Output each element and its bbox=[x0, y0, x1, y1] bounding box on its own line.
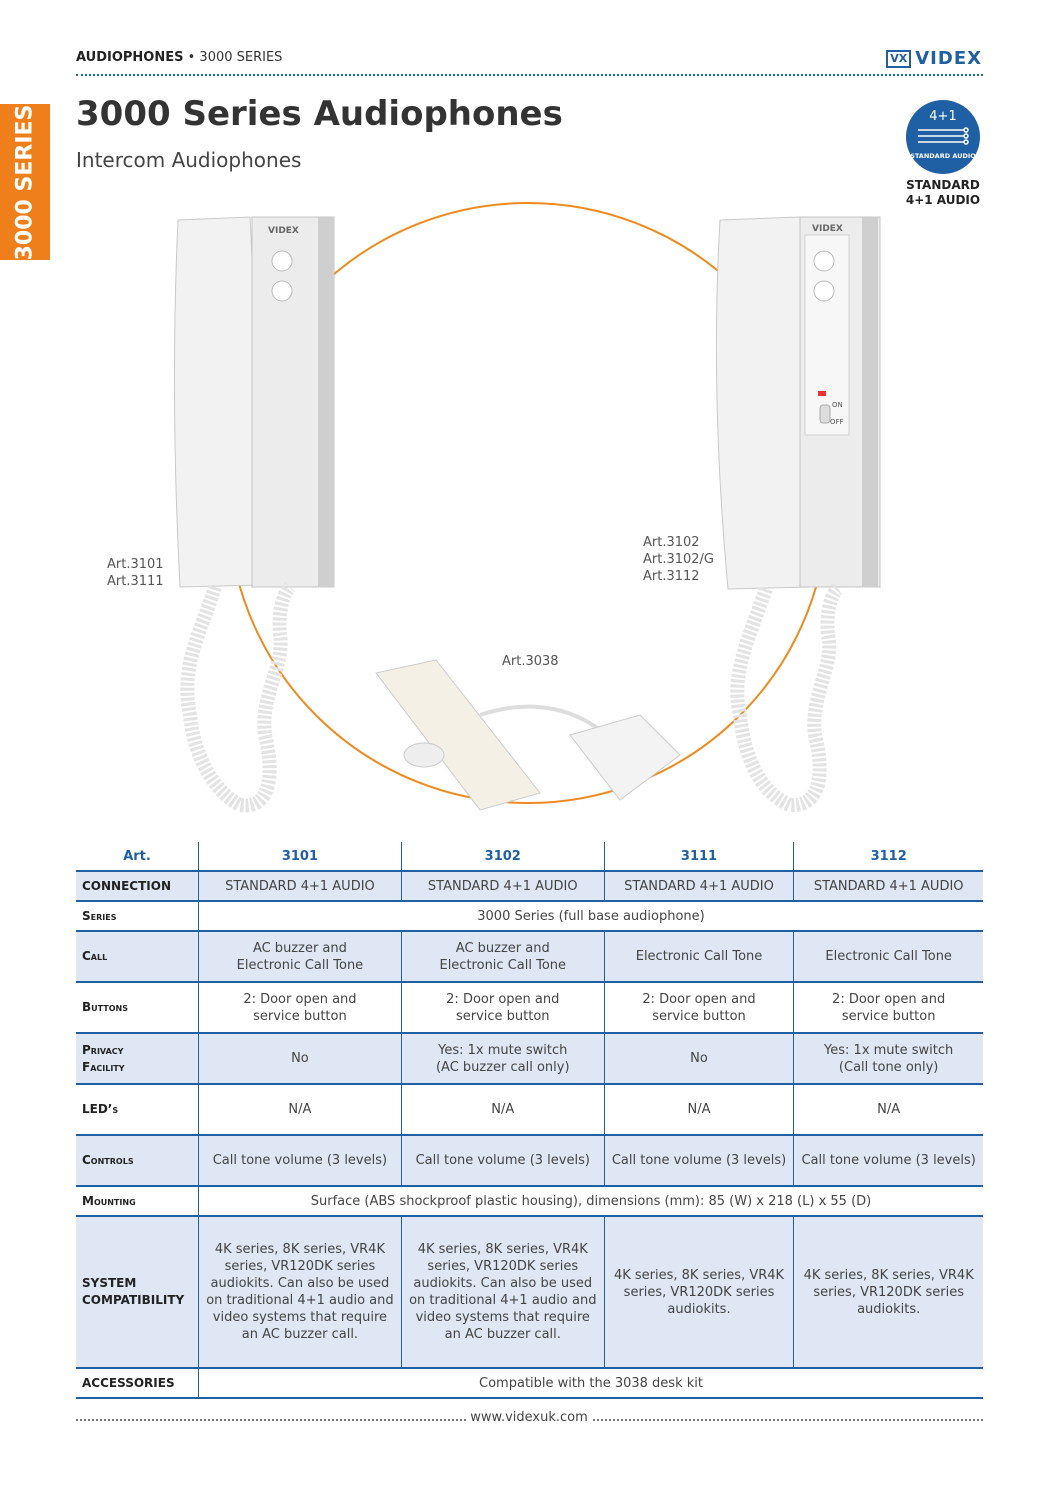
table-header-cell: 3111 bbox=[604, 842, 794, 871]
page-subtitle: Intercom Audiophones bbox=[76, 148, 302, 172]
table-cell: Surface (ABS shockproof plastic housing), dimensions (mm): 85 (W) x 218 (L) x 55 (D) bbox=[199, 1186, 984, 1216]
table-row bbox=[76, 982, 983, 1033]
product-illustration bbox=[100, 195, 980, 835]
breadcrumb: AUDIOPHONES • 3000 SERIES bbox=[76, 50, 283, 65]
table-header-cell: 3101 bbox=[199, 842, 402, 871]
table-cell: STANDARD 4+1 AUDIO bbox=[199, 871, 402, 901]
footer-url: www.videxuk.com bbox=[470, 1410, 588, 1425]
row-label: Series bbox=[76, 901, 199, 931]
row-label: Buttons bbox=[76, 982, 199, 1033]
table-cell: N/A bbox=[604, 1084, 794, 1135]
row-label: SYSTEM COMPATIBILITY bbox=[76, 1216, 199, 1368]
logo-mark: VX bbox=[886, 50, 911, 68]
table-cell: N/A bbox=[199, 1084, 402, 1135]
side-tab bbox=[0, 104, 50, 260]
table-cell: N/A bbox=[401, 1084, 604, 1135]
audiophone-left-image bbox=[174, 217, 334, 805]
table-header-cell: 3112 bbox=[794, 842, 983, 871]
art-label-right-line3: Art.3112 bbox=[643, 569, 700, 584]
table-cell: 4K series, 8K series, VR4K series, VR120DK series audiokits. Can also be used on traditional 4+1 audio and video systems that require an AC buzzer call. bbox=[401, 1216, 604, 1368]
table-cell: 3000 Series (full base audiophone) bbox=[199, 901, 984, 931]
row-label: ACCESSORIES bbox=[76, 1368, 199, 1398]
side-tab-label: 3000 SERIES bbox=[12, 104, 38, 260]
table-cell: 2: Door open and service button bbox=[199, 982, 402, 1033]
videx-logo bbox=[886, 48, 982, 69]
table-cell: Yes: 1x mute switch (AC buzzer call only) bbox=[401, 1033, 604, 1084]
table-row bbox=[76, 1084, 983, 1135]
desk-kit-image bbox=[376, 660, 680, 810]
table-cell: Call tone volume (3 levels) bbox=[199, 1135, 402, 1186]
table-cell: Call tone volume (3 levels) bbox=[794, 1135, 983, 1186]
table-cell: 4K series, 8K series, VR4K series, VR120DK series audiokits. Can also be used on traditional 4+1 audio and video systems that require an AC buzzer call. bbox=[199, 1216, 402, 1368]
table-cell: AC buzzer and Electronic Call Tone bbox=[199, 931, 402, 982]
table-row bbox=[76, 901, 983, 931]
art-label-left bbox=[107, 556, 164, 590]
table-cell: 4K series, 8K series, VR4K series, VR120DK series audiokits. bbox=[794, 1216, 983, 1368]
spec-table bbox=[76, 842, 983, 1399]
page-title: 3000 Series Audiophones bbox=[76, 94, 563, 134]
art-label-left-line1: Art.3101 bbox=[107, 557, 164, 572]
table-cell: Call tone volume (3 levels) bbox=[604, 1135, 794, 1186]
row-label: LED’s bbox=[76, 1084, 199, 1135]
table-row bbox=[76, 1216, 983, 1368]
table-cell: No bbox=[199, 1033, 402, 1084]
table-row bbox=[76, 1135, 983, 1186]
badge-graphic bbox=[906, 100, 980, 174]
table-cell: Call tone volume (3 levels) bbox=[401, 1135, 604, 1186]
table-cell: STANDARD 4+1 AUDIO bbox=[401, 871, 604, 901]
left-brand: VIDEX bbox=[268, 226, 299, 236]
table-cell: Electronic Call Tone bbox=[604, 931, 794, 982]
breadcrumb-series: 3000 SERIES bbox=[199, 50, 283, 65]
table-cell: N/A bbox=[794, 1084, 983, 1135]
table-cell: Compatible with the 3038 desk kit bbox=[199, 1368, 984, 1398]
table-row bbox=[76, 1033, 983, 1084]
badge-inner-text: STANDARD AUDIO bbox=[910, 152, 976, 160]
table-cell: 2: Door open and service button bbox=[401, 982, 604, 1033]
audiophone-right-image bbox=[716, 217, 880, 805]
row-label: Controls bbox=[76, 1135, 199, 1186]
row-label: Mounting bbox=[76, 1186, 199, 1216]
row-label: CONNECTION bbox=[76, 871, 199, 901]
art-label-right-line1: Art.3102 bbox=[643, 535, 700, 550]
table-cell: STANDARD 4+1 AUDIO bbox=[794, 871, 983, 901]
switch-on-label: ON bbox=[832, 401, 843, 409]
badge-label-line2: 4+1 AUDIO bbox=[905, 193, 981, 207]
header-divider bbox=[76, 74, 983, 76]
table-cell: 2: Door open and service button bbox=[604, 982, 794, 1033]
logo-text: VIDEX bbox=[915, 48, 982, 69]
table-row bbox=[76, 1368, 983, 1398]
audio-badge-icon bbox=[906, 100, 980, 174]
table-row bbox=[76, 1186, 983, 1216]
row-label: Call bbox=[76, 931, 199, 982]
row-label: Privacy Facility bbox=[76, 1033, 199, 1084]
table-row bbox=[76, 871, 983, 901]
table-row bbox=[76, 931, 983, 982]
badge-top-text: 4+1 bbox=[929, 109, 957, 124]
art-label-desk: Art.3038 bbox=[502, 654, 559, 669]
table-cell: 4K series, 8K series, VR4K series, VR120DK series audiokits. bbox=[604, 1216, 794, 1368]
table-cell: Electronic Call Tone bbox=[794, 931, 983, 982]
table-header-row bbox=[76, 842, 983, 871]
table-cell: No bbox=[604, 1033, 794, 1084]
switch-off-label: OFF bbox=[830, 418, 844, 426]
table-cell: Yes: 1x mute switch (Call tone only) bbox=[794, 1033, 983, 1084]
art-label-right bbox=[643, 534, 714, 585]
table-cell: STANDARD 4+1 AUDIO bbox=[604, 871, 794, 901]
art-label-right-line2: Art.3102/G bbox=[643, 552, 715, 567]
badge-label-line1: STANDARD bbox=[906, 178, 980, 192]
table-header-cell: Art. bbox=[76, 842, 199, 871]
table-header-cell: 3102 bbox=[401, 842, 604, 871]
breadcrumb-section: AUDIOPHONES bbox=[76, 50, 184, 65]
right-brand: VIDEX bbox=[812, 224, 843, 234]
table-cell: 2: Door open and service button bbox=[794, 982, 983, 1033]
art-label-left-line2: Art.3111 bbox=[107, 574, 164, 589]
table-cell: AC buzzer and Electronic Call Tone bbox=[401, 931, 604, 982]
